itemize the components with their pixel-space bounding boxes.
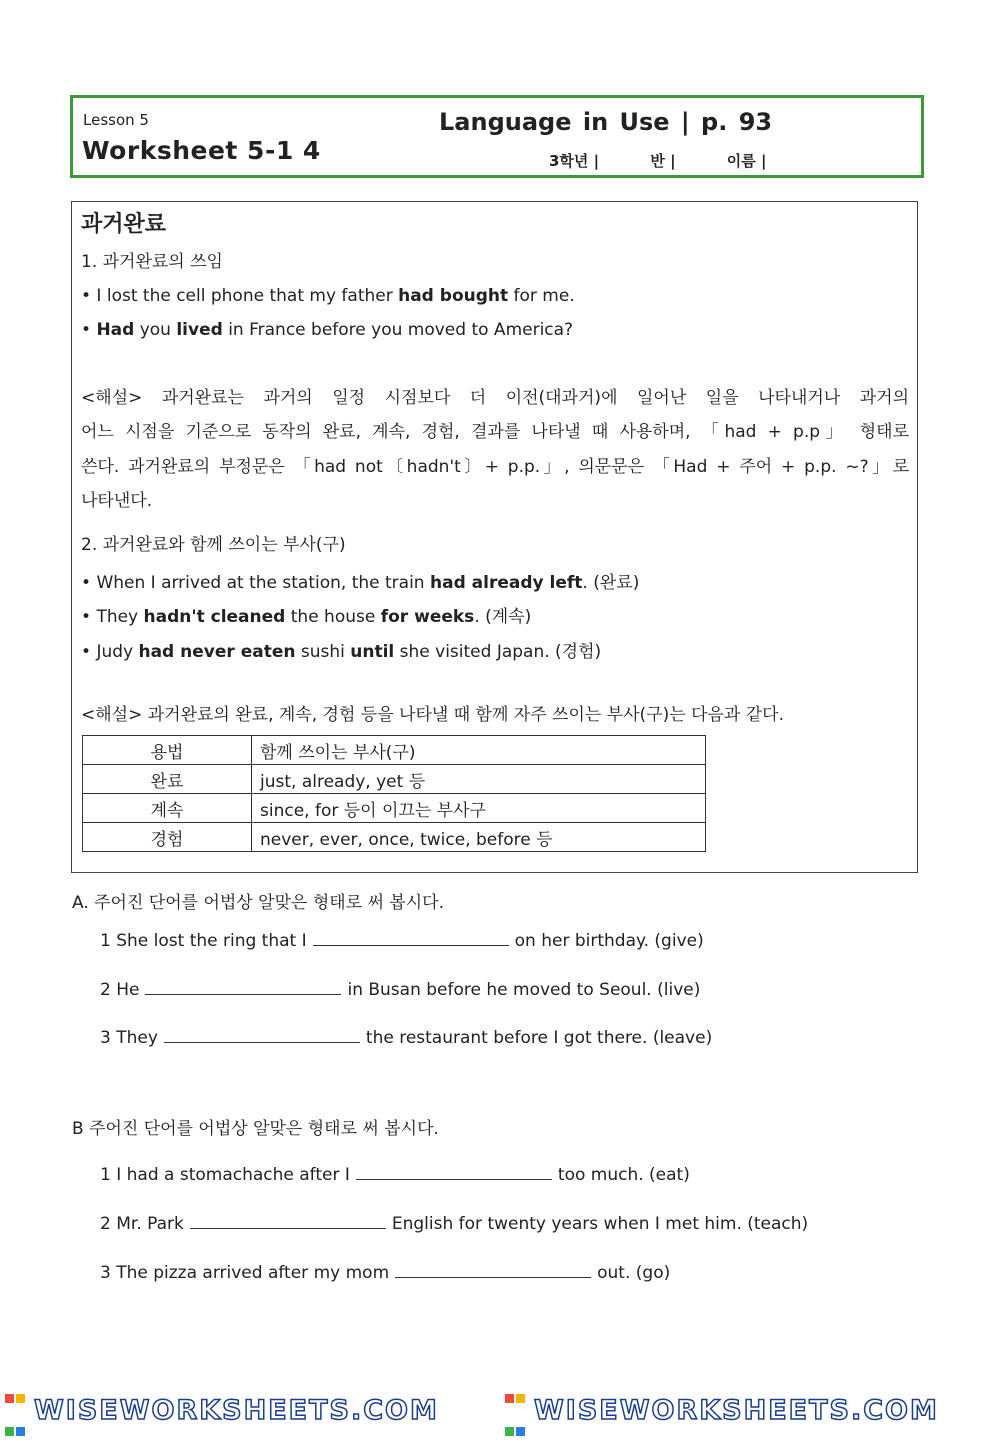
answer-blank[interactable] [356, 1165, 552, 1180]
table-cell: 계속 [83, 794, 252, 823]
exercise-a-item-1: 1 She lost the ring that I on her birthday. (give) [100, 931, 704, 951]
exercise-a-instruction: A. 주어진 단어를 어법상 알맞은 형태로 써 봅시다. [72, 893, 444, 913]
exercise-b-item-1: 1 I had a stomachache after I too much. (eat) [100, 1165, 690, 1185]
example-5: • Judy had never eaten sushi until she visited Japan. (경험) [81, 637, 601, 662]
explanation-1-line-4: 나타낸다. [81, 491, 153, 511]
example-3: • When I arrived at the station, the train had already left. (완료) [81, 568, 639, 593]
exercise-b-instruction: B 주어진 단어를 어법상 알맞은 형태로 써 봅시다. [72, 1119, 439, 1139]
explanation-2: <해설> 과거완료의 완료, 계속, 경험 등을 나타낼 때 함께 자주 쓰이는 부사(구)는 다음과 같다. [81, 705, 784, 725]
answer-blank[interactable] [395, 1263, 591, 1278]
table-row [83, 765, 706, 794]
logo-squares-icon [4, 1378, 34, 1444]
table-header-cell: 용법 [83, 736, 252, 765]
grammar-title: 과거완료 [81, 212, 167, 237]
answer-blank[interactable] [164, 1028, 360, 1043]
watermark-logo: WISEWORKSHEETS.COM [504, 1378, 939, 1444]
worksheet-title: Worksheet 5-1 4 [82, 136, 321, 165]
section-2-heading: 2. 과거완료와 함께 쓰이는 부사(구) [81, 535, 346, 555]
table-cell: just, already, yet 등 [252, 765, 706, 794]
section-title: Language in Use | p. 93 [439, 108, 773, 136]
name-label: 이름 | [726, 152, 767, 170]
table-cell: 경험 [83, 823, 252, 852]
exercise-b-item-3: 3 The pizza arrived after my mom out. (go) [100, 1263, 671, 1283]
exercise-b-item-2: 2 Mr. Park English for twenty years when I met him. (teach) [100, 1214, 809, 1234]
explanation-1-line-2: 어느 시점을 기준으로 동작의 완료, 계속, 경험, 결과를 나타낼 때 사용하며, 「had + p.p」 형태로 [81, 422, 909, 442]
example-2: • Had you lived in France before you moved to America? [81, 320, 573, 340]
table-row [83, 794, 706, 823]
section-1-heading: 1. 과거완료의 쓰임 [81, 252, 223, 272]
table-row [83, 823, 706, 852]
table-cell: never, ever, once, twice, before 등 [252, 823, 706, 852]
example-1: • I lost the cell phone that my father had bought for me. [81, 286, 575, 306]
usage-table [82, 735, 706, 852]
worksheet-header [70, 95, 924, 178]
table-header-cell: 함께 쓰이는 부사(구) [252, 736, 706, 765]
answer-blank[interactable] [313, 931, 509, 946]
exercise-a-item-2: 2 He in Busan before he moved to Seoul. (live) [100, 980, 701, 1000]
grade-label: 3학년 | [549, 152, 600, 170]
grammar-box [71, 201, 918, 873]
exercise-a-item-3: 3 They the restaurant before I got there. (leave) [100, 1028, 713, 1048]
answer-blank[interactable] [190, 1214, 386, 1229]
answer-blank[interactable] [145, 980, 341, 995]
lesson-label: Lesson 5 [83, 111, 149, 129]
table-cell: 완료 [83, 765, 252, 794]
student-info-row [549, 150, 766, 171]
table-header-row [83, 736, 706, 765]
table-cell: since, for 등이 이끄는 부사구 [252, 794, 706, 823]
explanation-1-line-3: 쓴다. 과거완료의 부정문은 「had not〔hadn't〕+ p.p.」, 의문문은 「Had + 주어 + p.p. ~?」로 [81, 457, 909, 477]
class-label: 반 | [650, 152, 676, 170]
watermark-logo: WISEWORKSHEETS.COM [4, 1378, 439, 1444]
explanation-1-line-1: <해설> 과거완료는 과거의 일정 시점보다 더 이전(대과거)에 일어난 일을 나타내거나 과거의 [81, 388, 909, 408]
logo-squares-icon [504, 1378, 534, 1444]
footer-watermark [0, 1376, 1000, 1426]
example-4: • They hadn't cleaned the house for weeks. (계속) [81, 602, 531, 627]
